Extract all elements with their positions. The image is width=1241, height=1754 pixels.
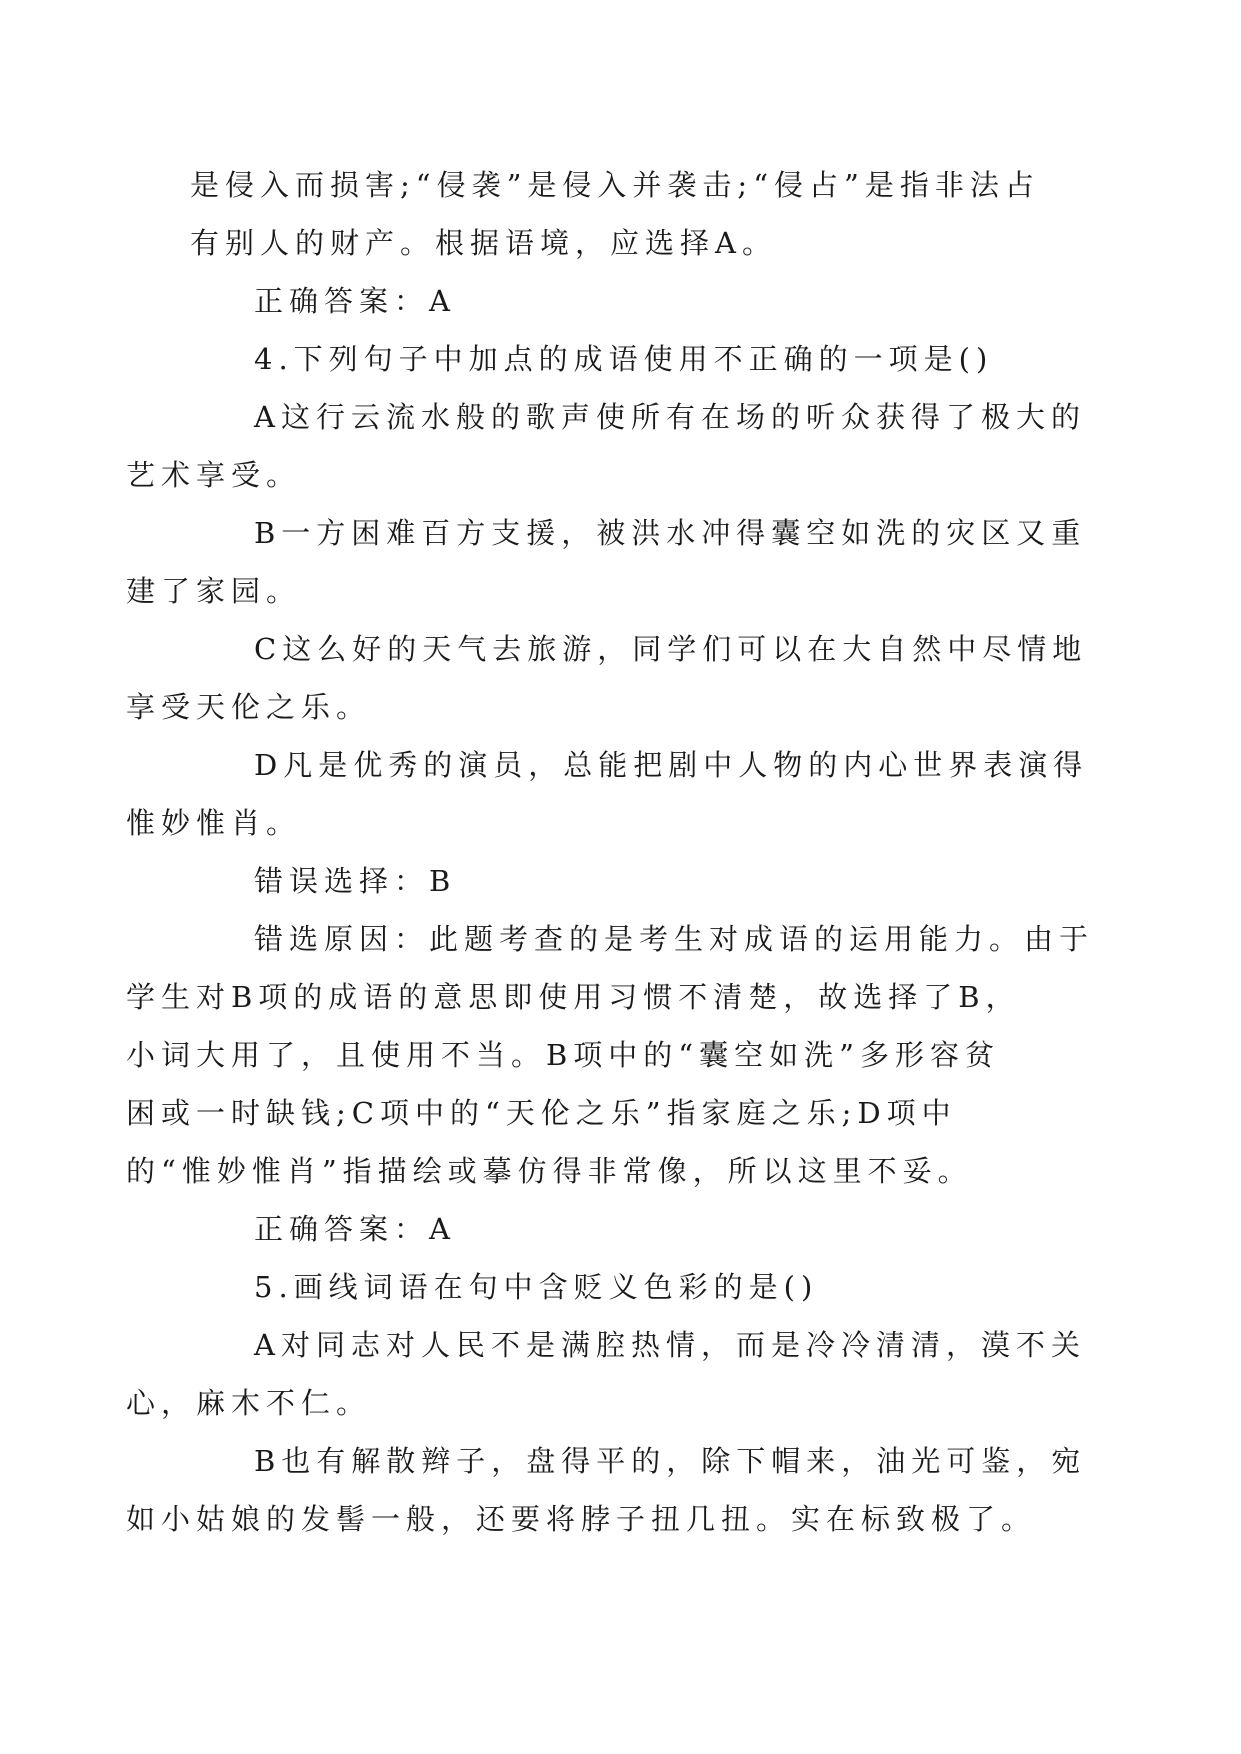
option-a bbox=[126, 388, 1086, 504]
text-line: 4.下列句子中加点的成语使用不正确的一项是() bbox=[254, 342, 994, 376]
question-4 bbox=[190, 330, 1070, 388]
error-reason bbox=[126, 910, 1095, 1200]
text-line: 正确答案：A bbox=[254, 284, 456, 318]
text-line: 5.画线词语在句中含贬义色彩的是() bbox=[254, 1270, 819, 1304]
option-c bbox=[126, 620, 1088, 736]
text-line: 有别人的财产。根据语境，应选择A。 bbox=[190, 226, 777, 260]
option-d bbox=[126, 736, 1089, 852]
paragraph-continuation bbox=[190, 156, 1070, 272]
text-line: 困或一时缺钱;C项中的“天伦之乐”指家庭之乐;D项中 bbox=[126, 1096, 957, 1130]
document-page bbox=[126, 156, 1095, 1548]
text-line: 的“惟妙惟肖”指描绘或摹仿得非常像，所以这里不妥。 bbox=[126, 1154, 973, 1188]
text-line: 学生对B项的成语的意思即使用习惯不清楚，故选择了B， bbox=[126, 980, 1021, 1014]
text-line: 错误选择：B bbox=[254, 864, 457, 898]
option-b bbox=[126, 504, 1087, 620]
text-line: 艺术享受。 bbox=[126, 458, 302, 492]
text-line: D凡是优秀的演员，总能把剧中人物的内心世界表演得 bbox=[254, 748, 1089, 782]
text-line: 如小姑娘的发髻一般，还要将脖子扭几扭。实在标致极了。 bbox=[126, 1502, 1037, 1536]
correct-answer bbox=[190, 272, 1070, 330]
text-line: 错选原因：此题考查的是考生对成语的运用能力。由于 bbox=[254, 922, 1095, 956]
text-line: 是侵入而损害;“侵袭”是侵入并袭击;“侵占”是指非法占 bbox=[190, 168, 1040, 202]
text-line: 享受天伦之乐。 bbox=[126, 690, 372, 724]
text-line: 心，麻木不仁。 bbox=[126, 1386, 372, 1420]
wrong-choice bbox=[190, 852, 1070, 910]
text-line: A对同志对人民不是满腔热情，而是冷冷清清，漠不关 bbox=[254, 1328, 1086, 1362]
option-a bbox=[126, 1316, 1086, 1432]
text-line: C这么好的天气去旅游，同学们可以在大自然中尽情地 bbox=[254, 632, 1088, 666]
text-line: A这行云流水般的歌声使所有在场的听众获得了极大的 bbox=[254, 400, 1086, 434]
option-b bbox=[126, 1432, 1087, 1548]
text-line: B也有解散辫子，盘得平的，除下帽来，油光可鉴，宛 bbox=[254, 1444, 1087, 1478]
question-5 bbox=[190, 1258, 1070, 1316]
text-line: 惟妙惟肖。 bbox=[126, 806, 302, 840]
correct-answer bbox=[190, 1200, 1070, 1258]
text-line: 小词大用了，且使用不当。B项中的“囊空如洗”多形容贫 bbox=[126, 1038, 1000, 1072]
text-line: 建了家园。 bbox=[126, 574, 302, 608]
text-line: B一方困难百方支援，被洪水冲得囊空如洗的灾区又重 bbox=[254, 516, 1087, 550]
text-line: 正确答案：A bbox=[254, 1212, 456, 1246]
